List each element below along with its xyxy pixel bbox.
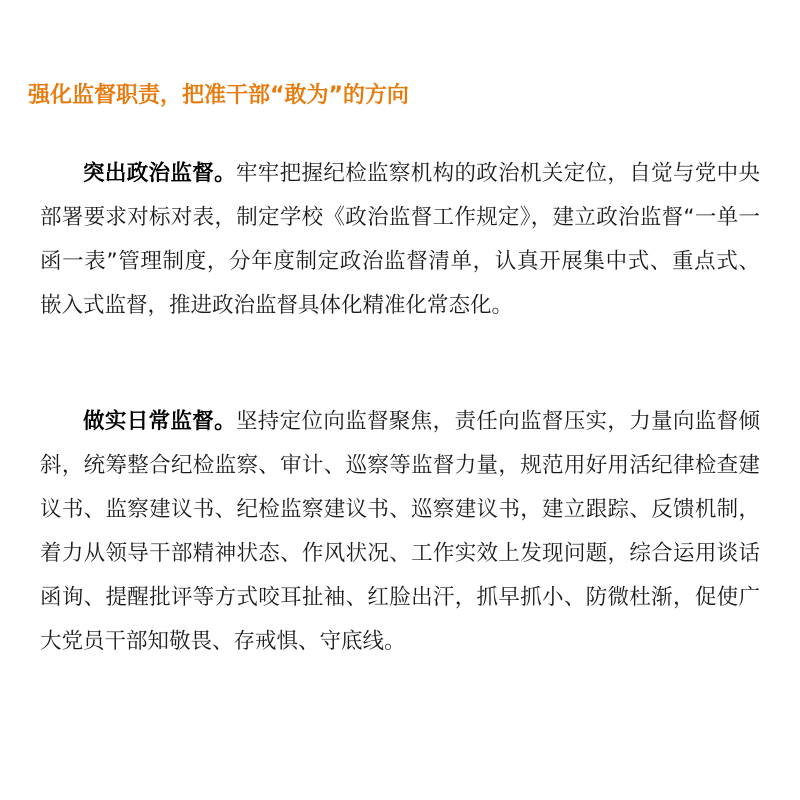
paragraph-political-supervision xyxy=(40,152,760,328)
paragraph-lead: 突出政治监督。 xyxy=(83,161,236,186)
paragraph-lead: 做实日常监督。 xyxy=(83,409,236,434)
paragraph-daily-supervision xyxy=(40,400,760,664)
paragraph-body: 牢牢把握纪检监察机构的政治机关定位，自觉与党中央部署要求对标对表，制定学校《政治监督工作规定》，建立政治监督“一单一函一表”管理制度，分年度制定政治监督清单，认真开展集中式、重点式、嵌入式监督，推进政治监督具体化精准化常态化。 xyxy=(40,161,760,318)
section-heading: 强化监督职责，把准干部“敢为”的方向 xyxy=(28,83,409,108)
paragraph-body: 坚持定位向监督聚焦，责任向监督压实，力量向监督倾斜，统筹整合纪检监察、审计、巡察等监督力量，规范用好用活纪律检查建议书、监察建议书、纪检监察建议书、巡察建议书，建立跟踪、反馈机制，着力从领导干部精神状态、作风状况、工作实效上发现问题，综合运用谈话函询、提醒批评等方式咬耳扯袖、红脸出汗，抓早抓小、防微杜渐，促使广大党员干部知敬畏、存戒惧、守底线。 xyxy=(40,409,760,654)
